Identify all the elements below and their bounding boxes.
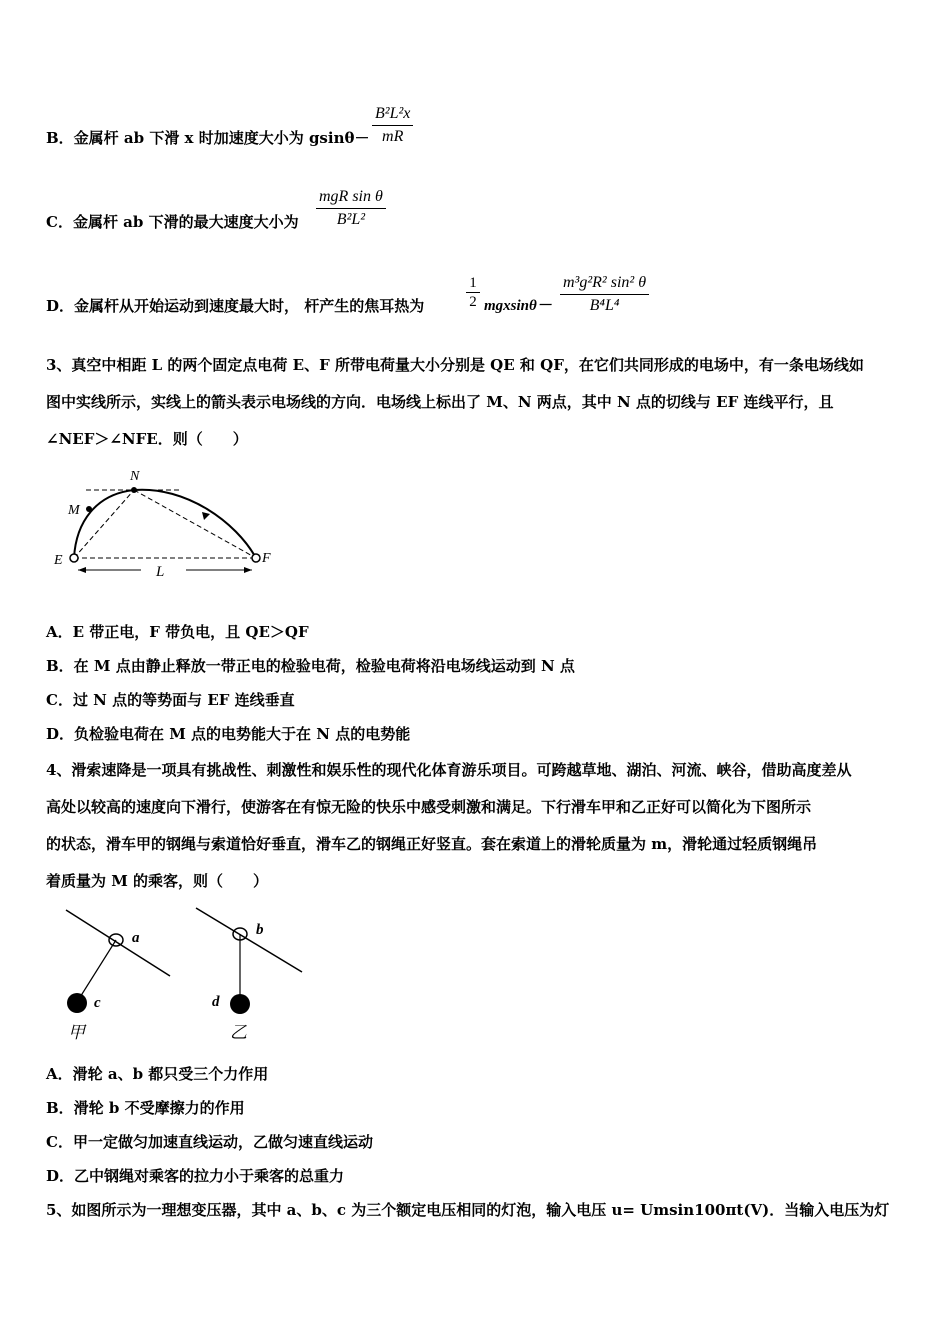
q4-option-d: D．乙中钢绳对乘客的拉力小于乘客的总重力 <box>46 1167 345 1185</box>
cable-jia <box>66 910 170 976</box>
q4-option-a: A．滑轮 a、b 都只受三个力作用 <box>46 1065 269 1083</box>
line-nf <box>134 490 256 558</box>
option-d: D．金属杆从开始运动到速度最大时， 杆产生的焦耳热为 <box>46 297 425 315</box>
fraction-c-numerator: mgR sin θ <box>316 186 386 209</box>
option-c: C．金属杆 ab 下滑的最大速度大小为 <box>46 213 299 231</box>
fraction-d <box>560 272 649 317</box>
point-n <box>131 487 137 493</box>
fraction-half <box>466 274 480 311</box>
q4-stem-line4: 着质量为 M 的乘客，则（ ） <box>46 872 269 890</box>
q4-option-b: B．滑轮 b 不受摩擦力的作用 <box>46 1099 245 1117</box>
field-arrow <box>202 512 210 520</box>
l-arrowhead-right <box>244 567 252 573</box>
label-f: F <box>262 551 271 566</box>
fraction-d-numerator: m³g²R² sin² θ <box>560 272 649 295</box>
half-denominator: 2 <box>469 294 477 310</box>
l-arrowhead-left <box>78 567 86 573</box>
charge-e <box>70 554 78 562</box>
q4-stem-line3: 的状态，滑车甲的钢绳与索道恰好垂直，滑车乙的钢绳正好竖直。套在索道上的滑轮质量为 m，滑轮通过轻质钢绳吊 <box>46 835 818 853</box>
passenger-d <box>230 994 250 1014</box>
passenger-c <box>67 993 87 1013</box>
fraction-c <box>316 186 386 231</box>
q3-option-b: B．在 M 点由静止释放一带正电的检验电荷，检验电荷将沿电场线运动到 N 点 <box>46 657 575 675</box>
fraction-b-denominator: mR <box>382 128 404 145</box>
label-yi: 乙 <box>230 1023 247 1042</box>
cable-yi <box>196 908 302 972</box>
label-e: E <box>54 553 63 568</box>
rope-jia <box>77 940 116 1002</box>
q4-stem-line1: 4、滑索速降是一项具有挑战性、刺激性和娱乐性的现代化体育游乐项目。可跨越草地、湖泊、河流、峡谷，借助高度差从 <box>46 761 852 779</box>
charge-f <box>252 554 260 562</box>
label-l: L <box>156 564 165 580</box>
half-numerator: 1 <box>466 274 480 293</box>
label-d: d <box>212 994 220 1010</box>
q3-figure <box>46 462 286 582</box>
q3-option-a: A．E 带正电，F 带负电，且 QE＞QF <box>46 623 309 641</box>
point-m <box>86 506 92 512</box>
label-n: N <box>130 469 140 484</box>
option-d-middle: mgxsinθ－ <box>484 298 552 314</box>
label-m: M <box>68 503 80 518</box>
q5-stem-line1: 5、如图所示为一理想变压器，其中 a、b、c 为三个额定电压相同的灯泡，输入电压 u= Umsin100πt(V)．当输入电压为灯 <box>46 1201 890 1219</box>
label-c: c <box>94 995 101 1011</box>
fraction-d-denominator: B⁴L⁴ <box>589 297 620 314</box>
fraction-b-numerator: B²L²x <box>372 103 413 126</box>
q4-stem-line2: 高处以较高的速度向下滑行，使游客在有惊无险的快乐中感受刺激和满足。下行滑车甲和乙正好可以简化为下图所示 <box>46 798 812 816</box>
q4-figure <box>46 900 316 1050</box>
label-b: b <box>256 922 264 938</box>
field-line <box>74 490 256 558</box>
q3-stem-line2: 图中实线所示，实线上的箭头表示电场线的方向．电场线上标出了 M、N 两点，其中 N 点的切线与 EF 连线平行，且 <box>46 393 834 411</box>
q3-stem-line1: 3、真空中相距 L 的两个固定点电荷 E、F 所带电荷量大小分别是 QE 和 QF，在它们共同形成的电场中，有一条电场线如 <box>46 356 864 374</box>
label-a: a <box>132 930 140 946</box>
q3-stem-line3: ∠NEF＞∠NFE．则（ ） <box>46 430 248 448</box>
q4-option-c: C．甲一定做匀加速直线运动，乙做匀速直线运动 <box>46 1133 373 1151</box>
q3-option-d: D．负检验电荷在 M 点的电势能大于在 N 点的电势能 <box>46 725 411 743</box>
fraction-b <box>372 103 413 148</box>
option-b: B．金属杆 ab 下滑 x 时加速度大小为 gsinθ－ <box>46 129 370 147</box>
label-jia: 甲 <box>68 1023 85 1042</box>
fraction-c-denominator: B²L² <box>336 211 366 228</box>
q3-option-c: C．过 N 点的等势面与 EF 连线垂直 <box>46 691 295 709</box>
